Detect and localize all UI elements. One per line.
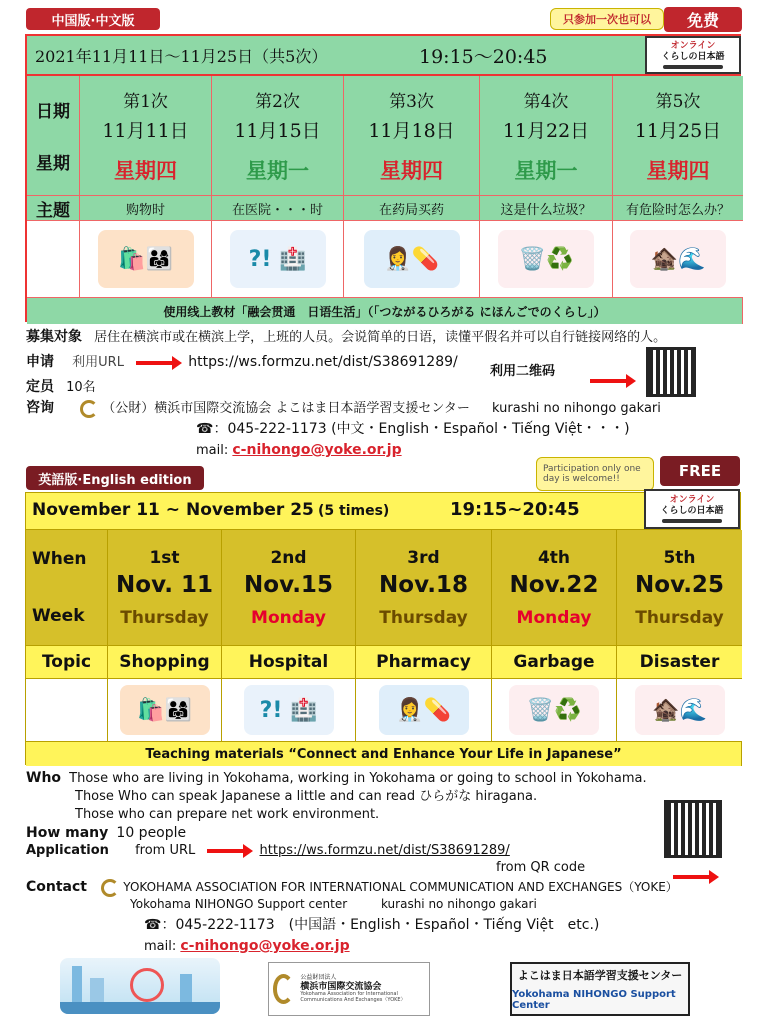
- cn-mail-row: [196, 440, 402, 461]
- session-date: Nov. 11: [116, 571, 213, 598]
- session-date: Nov.15: [244, 571, 333, 598]
- cn-materials-banner: 使用线上教材「融会贯通 日语生活」（「つながるひろがる にほんごでのくらし」）: [27, 298, 743, 324]
- en-session-4: [492, 530, 617, 646]
- session-ordinal: 3rd: [407, 547, 440, 568]
- cn-apply-url[interactable]: https://ws.formzu.net/dist/S38691289/: [188, 354, 458, 370]
- en-center-row: [130, 895, 537, 913]
- cn-period: 2021年11月11日～11月25日（共5次）: [35, 47, 328, 66]
- session-week: 星期四: [114, 157, 177, 183]
- en-topic-4: Garbage: [492, 646, 617, 679]
- session-date: Nov.18: [379, 571, 468, 598]
- cn-topic-2: 在医院・・・时: [212, 196, 344, 221]
- session-num: 第2次: [255, 91, 300, 112]
- session-num: 第4次: [523, 91, 569, 112]
- session-date: 11月22日: [502, 119, 590, 142]
- cn-mail-label: mail:: [196, 443, 229, 458]
- en-session-2: [222, 530, 356, 646]
- en-times: (5 times): [318, 503, 390, 519]
- cn-mail-link[interactable]: c-nihongo@yoke.or.jp: [232, 442, 402, 458]
- cn-row-labels: [27, 76, 80, 196]
- en-illus-blank: [26, 679, 108, 742]
- cn-session-5: [613, 76, 743, 196]
- en-who-label: Who: [26, 770, 62, 786]
- cn-row-week: 星期: [36, 153, 70, 174]
- yoke-logo-icon: [273, 974, 294, 1004]
- session-date: 11月15日: [234, 119, 321, 142]
- en-howmany: 10 people: [116, 825, 187, 841]
- laptop-icon: [662, 519, 722, 523]
- session-week: 星期一: [514, 157, 578, 183]
- yoke-en: Yokohama Association for International Communications And Exchanges（YOKE）: [300, 990, 406, 1003]
- en-session-1: [108, 530, 222, 646]
- hospital-illustration: ?! 🏥: [212, 221, 344, 298]
- en-who-2: Those Who can speak Japanese a little and can read ひらがな hiragana.: [75, 789, 538, 804]
- session-date: Nov.25: [635, 571, 724, 598]
- cn-phone: ☎：045-222-1173 (中文・English・Español・Tiếng Việt・・・): [196, 421, 630, 437]
- session-ordinal: 1st: [149, 547, 180, 568]
- session-date: 11月11日: [102, 119, 189, 142]
- yoke-logo-icon: [80, 400, 98, 418]
- cn-contact-romaji: kurashi no nihongo gakari: [492, 401, 661, 416]
- online-label-jp: くらしの日本語: [661, 52, 725, 62]
- session-ordinal: 5th: [663, 547, 696, 568]
- cn-contact-label: 咨询: [26, 400, 54, 416]
- pharmacy-illustration: 👩‍⚕️💊: [344, 221, 480, 298]
- cn-target-row: [26, 327, 746, 348]
- session-num: 第1次: [123, 91, 168, 112]
- en-topic-1: Shopping: [108, 646, 222, 679]
- cn-quota: 10名: [66, 380, 96, 395]
- yokohama-skyline-illustration: [60, 958, 220, 1014]
- en-mail-row: [144, 936, 350, 957]
- cn-topic-5: 有危险时怎么办？: [613, 196, 743, 221]
- shopping-illustration: 🛍️👨‍👩‍👧: [108, 679, 222, 742]
- online-label: オンライン: [670, 41, 716, 52]
- cn-topic-1: 购物时: [80, 196, 212, 221]
- session-week: Thursday: [379, 607, 468, 628]
- en-topic-3: Pharmacy: [356, 646, 492, 679]
- cn-schedule-table: [25, 74, 741, 322]
- online-label: オンライン: [669, 495, 715, 506]
- session-date: Nov.22: [509, 571, 599, 598]
- cn-quota-row: [26, 377, 96, 398]
- cn-apply-label: 申请: [26, 354, 54, 370]
- cn-contact-org: （公財）横浜市国際交流協会 よこはま日本語学習支援センター: [102, 401, 470, 416]
- cn-target-label: 募集对象: [26, 329, 82, 345]
- en-phone: ☎：045-222-1173 (中国語・English・Español・Tiếng Việt etc.): [144, 917, 600, 933]
- cn-period-bar: [25, 34, 741, 74]
- session-week: Thursday: [120, 607, 209, 628]
- cn-free-badge: 免费: [664, 7, 742, 32]
- cn-session-3: [344, 76, 480, 196]
- en-row-labels: [26, 530, 108, 646]
- session-week: Thursday: [635, 607, 724, 628]
- hospital-illustration: ?! 🏥: [222, 679, 356, 742]
- cn-row-topic: 主题: [27, 196, 80, 221]
- cn-row-date: 日期: [36, 102, 70, 123]
- session-week: Monday: [516, 607, 592, 628]
- en-row-week: Week: [32, 606, 85, 627]
- en-contact-label: Contact: [26, 879, 87, 895]
- disaster-illustration: 🏚️🌊: [613, 221, 743, 298]
- en-contact-romaji: kurashi no nihongo gakari: [380, 897, 537, 911]
- yoke-name: 横浜市国際交流協会: [300, 981, 382, 992]
- en-who-row: [26, 768, 746, 789]
- garbage-illustration: 🗑️♻️: [480, 221, 613, 298]
- yoke-logo-box: [268, 962, 430, 1016]
- laptop-icon: [663, 65, 723, 69]
- center-en: Yokohama NIHONGO Support Center: [512, 989, 676, 1011]
- yoke-logo-icon: [101, 879, 119, 897]
- online-label-jp: くらしの日本語: [660, 506, 724, 516]
- session-ordinal: 2nd: [270, 547, 307, 568]
- en-row-when: When: [32, 548, 87, 569]
- cn-once-ok-bubble: 只参加一次也可以: [550, 8, 664, 30]
- session-week: Monday: [251, 607, 326, 628]
- en-session-3: [356, 530, 492, 646]
- cn-apply-row: [26, 352, 506, 373]
- en-apply-url[interactable]: https://ws.formzu.net/dist/S38691289/: [259, 843, 510, 858]
- cn-illus-blank: [27, 221, 80, 298]
- session-week: 星期四: [380, 157, 443, 183]
- session-week: 星期一: [246, 157, 309, 183]
- en-topic-5: Disaster: [617, 646, 742, 679]
- red-arrow-icon: [590, 379, 630, 383]
- cn-contact-row: [26, 398, 746, 419]
- yoke-small: 公益財団法人: [300, 973, 337, 981]
- en-mail-label: mail:: [144, 939, 177, 954]
- en-period: November 11 ~ November 25: [32, 500, 314, 520]
- cn-apply-url-label: 利用URL: [72, 355, 124, 370]
- en-online-logo: [644, 489, 740, 529]
- cn-topic-3: 在药局买药: [344, 196, 480, 221]
- en-row-topic: Topic: [26, 646, 108, 679]
- en-topic-2: Hospital: [222, 646, 356, 679]
- en-howmany-label: How many: [26, 825, 109, 841]
- center-jp: よこはま日本語学習支援センター: [517, 969, 683, 982]
- en-session-5: [617, 530, 742, 646]
- en-contact-center: Yokohama NIHONGO Support center: [130, 897, 348, 911]
- en-once-ok-bubble: Participation only one day is welcome!!: [536, 457, 654, 491]
- red-arrow-icon: [207, 849, 247, 853]
- session-week: 星期四: [646, 157, 710, 183]
- cn-quota-label: 定员: [26, 379, 54, 395]
- en-contact-org: YOKOHAMA ASSOCIATION FOR INTERNATIONAL COMMUNICATION AND EXCHANGES（YOKE）: [123, 880, 678, 894]
- en-apply-label: Application: [26, 843, 109, 858]
- cn-topic-4: 这是什么垃圾？: [480, 196, 613, 221]
- en-qr-code[interactable]: [664, 800, 722, 858]
- en-qr-label: from QR code: [496, 860, 586, 875]
- session-num: 第3次: [389, 91, 434, 112]
- cn-target-text: 居住在横滨市或在横滨上学，上班的人员。会说简单的日语，读懂平假名并可以自行链接网络的人。: [94, 330, 667, 345]
- cn-session-1: [80, 76, 212, 196]
- cn-session-4: [480, 76, 613, 196]
- en-schedule-table: [25, 529, 741, 765]
- en-period-bar: [25, 492, 741, 529]
- en-who-1: Those who are living in Yokohama, working in Yokohama or going to school in Yokohama.: [69, 771, 647, 786]
- cn-qr-code[interactable]: [646, 347, 696, 397]
- session-ordinal: 4th: [537, 547, 571, 568]
- session-num: 第5次: [655, 91, 701, 112]
- disaster-illustration: 🏚️🌊: [617, 679, 742, 742]
- session-date: 11月18日: [368, 119, 455, 142]
- cn-time: 19:15～20:45: [419, 46, 548, 68]
- cn-session-2: [212, 76, 344, 196]
- en-who-3: Those who can prepare net work environment.: [75, 807, 380, 822]
- en-free-badge: FREE: [660, 456, 740, 486]
- cn-qr-label: 利用二维码: [490, 364, 556, 379]
- en-mail-link[interactable]: c-nihongo@yoke.or.jp: [180, 938, 350, 954]
- en-edition-tag: 英語版·English edition: [26, 466, 204, 490]
- en-apply-url-label: from URL: [135, 843, 196, 858]
- pharmacy-illustration: 👩‍⚕️💊: [356, 679, 492, 742]
- red-arrow-icon: [136, 361, 176, 365]
- en-time: 19:15~20:45: [450, 499, 580, 520]
- session-date: 11月25日: [634, 119, 722, 142]
- cn-edition-tag: 中国版·中文版: [26, 8, 160, 30]
- cn-online-logo: [645, 36, 741, 74]
- garbage-illustration: 🗑️♻️: [492, 679, 617, 742]
- support-center-logo: [510, 962, 690, 1016]
- shopping-illustration: 🛍️👨‍👩‍👧: [80, 221, 212, 298]
- en-materials-banner: Teaching materials “Connect and Enhance Your Life in Japanese”: [26, 742, 742, 766]
